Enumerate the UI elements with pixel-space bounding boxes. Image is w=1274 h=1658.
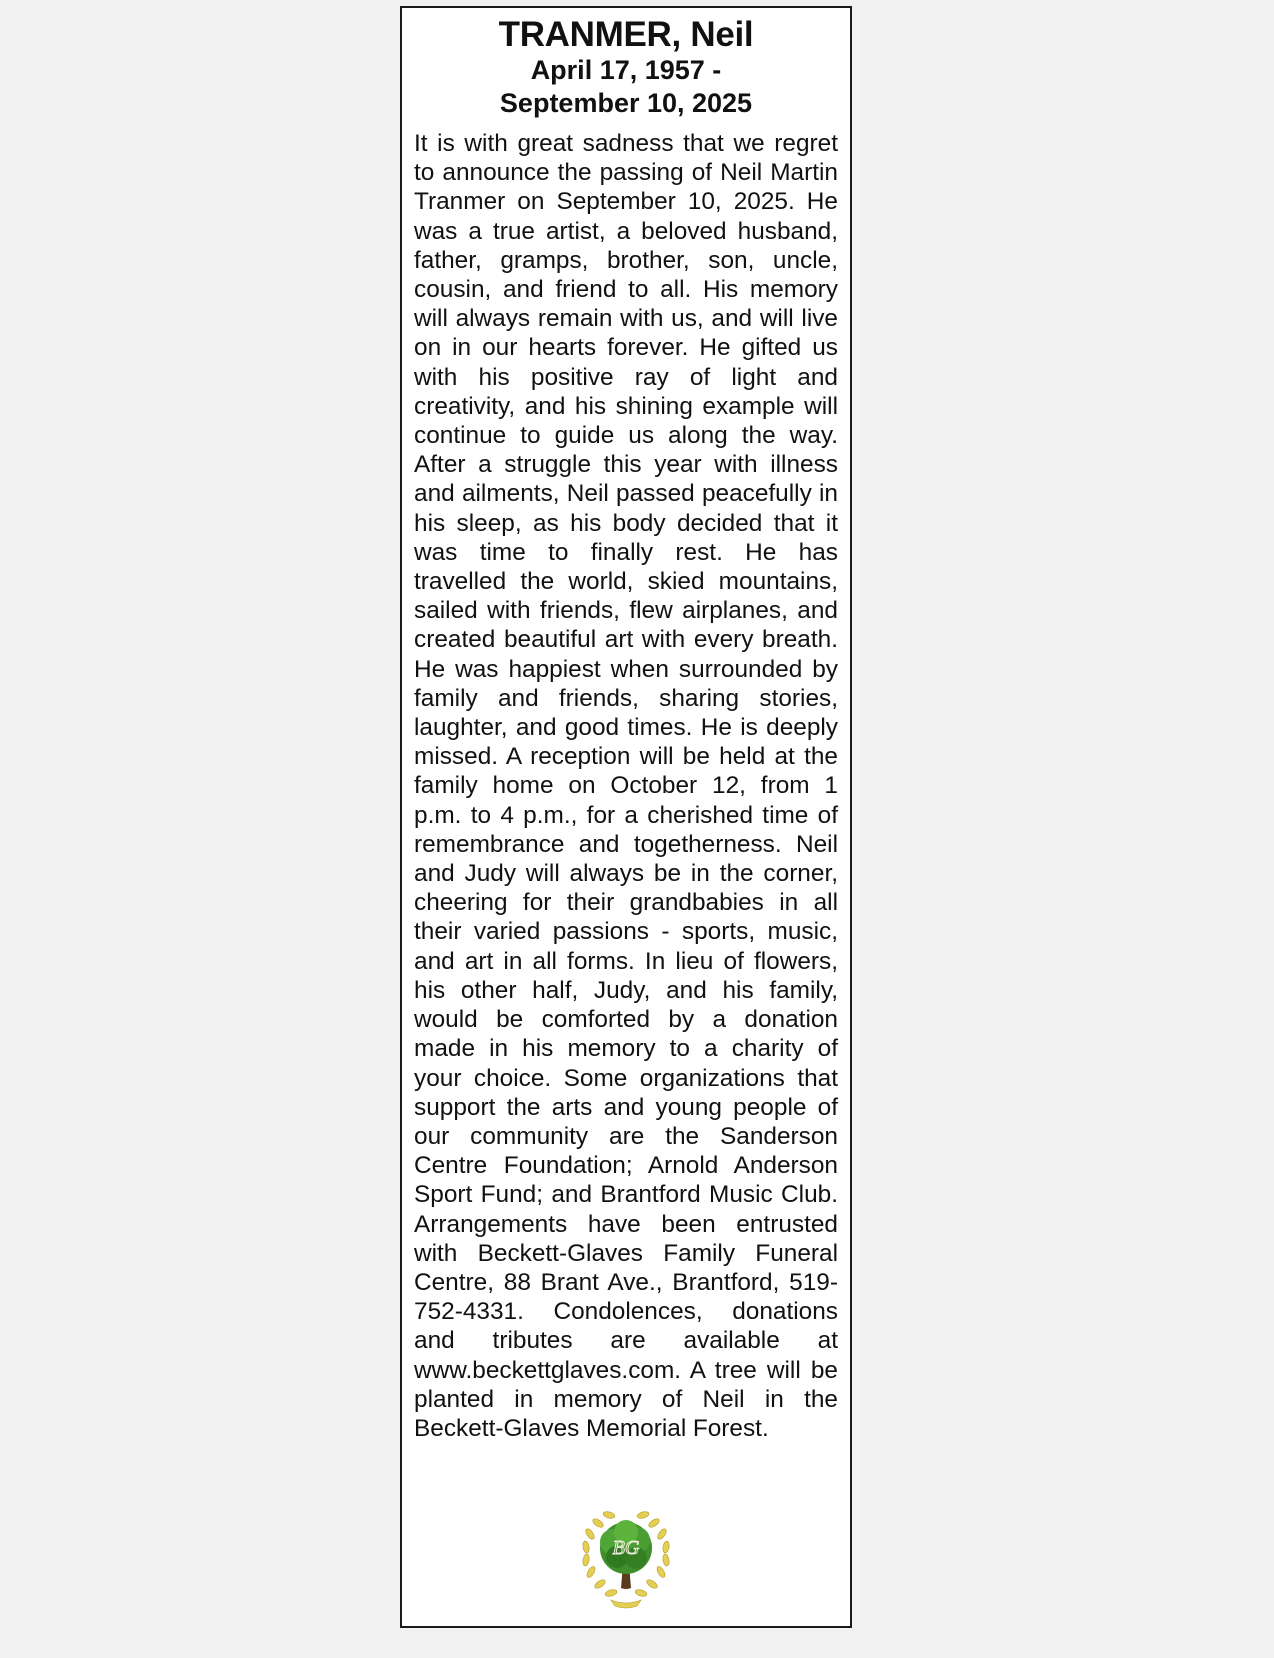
obituary-body: It is with great sadness that we regret to announce the passing of Neil Martin Tranmer on September 10, 2025. He was a true artist, a beloved husband, father, gramps, brother, son, uncle, cousin, and friend to all. His memory will always remain with us, and will live on in our hearts forever. He gifted us with his positive ray of light and creativity, and his shining example will continue to guide us along the way. After a struggle this year with illness and ailments, Neil passed peacefully in his sleep, as his body decided that it was time to finally rest. He has travelled the world, skied mountains, sailed with friends, flew airplanes, and created beautiful art with every breath. He was happiest when surrounded by family and friends, sharing stories, laughter, and good times. He is deeply missed. A reception will be held at the family home on October 12, from 1 p.m. to 4 p.m., for a cherished time of remembrance and togetherness. Neil and Judy will always be in the corner, cheering for their grandbabies in all their varied passions - sports, music, and art in all forms. In lieu of flowers, his other half, Judy, and his family, would be comforted by a donation made in his memory to a charity of your choice. Some organizations that support the arts and young people of our community are the Sanderson Centre Foundation; Arnold Anderson Sport Fund; and Brantford Music Club. Arrangements have been entrusted with Beckett-Glaves Family Funeral Centre, 88 Brant Ave., Brantford, 519-752-4331. Condolences, donations and tributes are available at www.beckettglaves.com. A tree will be planted in memory of Neil in the Beckett-Glaves Memorial Forest.	[414, 130, 838, 1442]
logo-monogram: BG	[612, 1537, 640, 1559]
life-dates-start: April 17, 1957 -	[530, 55, 722, 85]
deceased-name: TRANMER, Neil	[498, 15, 754, 54]
tree-wreath-logo-icon	[571, 1502, 681, 1612]
life-dates-end: September 10, 2025	[499, 88, 753, 118]
obituary-notice	[400, 6, 852, 1628]
